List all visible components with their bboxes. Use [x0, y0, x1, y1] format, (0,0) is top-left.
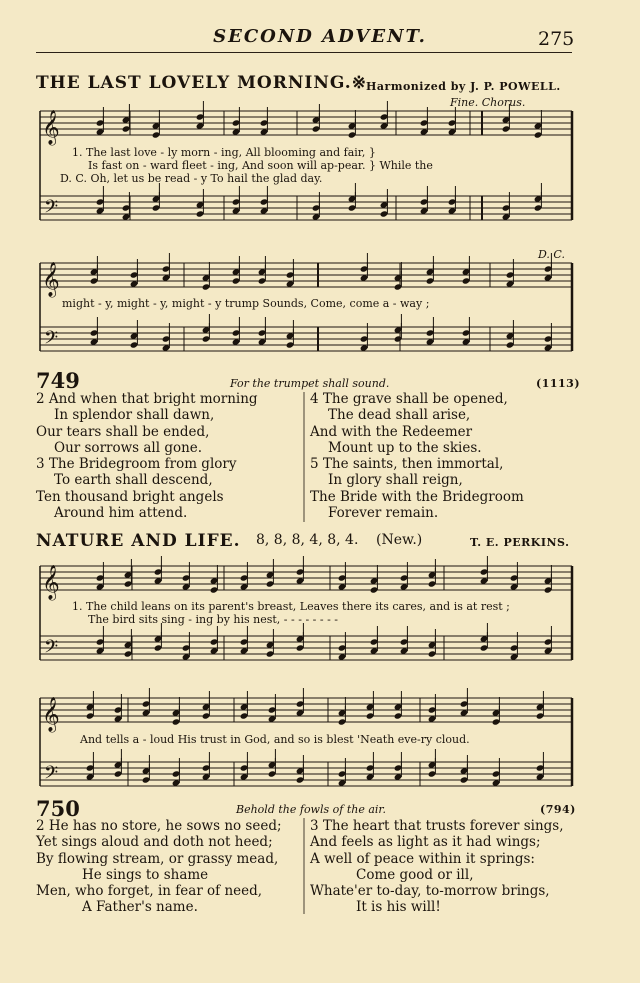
- verse-line: The Bride with the Bridegroom: [310, 488, 524, 505]
- bass-clef-icon: 𝄢: [44, 763, 59, 788]
- title-mark: ※: [351, 73, 367, 93]
- verse-line: Come good or ill,: [356, 866, 474, 883]
- verse-line: 4 The grave shall be opened,: [310, 391, 508, 407]
- verse-line: Mount up to the skies.: [328, 439, 482, 456]
- verse-line: He sings to shame: [82, 866, 209, 883]
- treble-clef-icon: 𝄞: [42, 565, 60, 600]
- hymn-new-marker: (New.): [376, 532, 423, 548]
- verse-line: 2 And when that bright morning: [36, 391, 258, 407]
- lyric-line: D. C. Oh, let us be read - y To hail the glad day.: [60, 172, 323, 185]
- hymn-epigraph: For the trumpet shall sound.: [230, 377, 390, 390]
- bass-clef-icon: 𝄢: [44, 197, 59, 222]
- lyric-line: might - y, might - y, might - y trump Sounds, Come, come a - way ;: [62, 297, 430, 310]
- treble-clef-icon: 𝄞: [42, 697, 60, 732]
- hymn-number: 749: [36, 368, 80, 393]
- verse-line: 2 He has no store, he sows no seed;: [36, 818, 282, 834]
- hymn-number: 750: [36, 796, 80, 821]
- verse-line: 3 The Bridegroom from glory: [36, 456, 237, 473]
- fine-chorus-marking: Fine. Chorus.: [450, 96, 526, 109]
- staff-3-bass: [40, 636, 572, 660]
- verse-line: Men, who forget, in fear of need,: [36, 883, 263, 900]
- verse-column-right: [310, 391, 524, 521]
- hymn-meter: 8, 8, 8, 4, 8, 4.: [256, 532, 359, 548]
- verse-line: Yet sings aloud and doth not heed;: [36, 834, 273, 851]
- lyric-line: And tells a - loud His trust in God, and so is blest 'Neath eve-ry cloud.: [80, 733, 470, 746]
- hymn-reference: (794): [540, 803, 576, 816]
- staff-2-treble: [40, 263, 572, 287]
- composer-credit: Harmonized by J. P. POWELL.: [366, 80, 561, 93]
- verse-column-left: [36, 818, 282, 916]
- hymn-reference: (1113): [536, 377, 581, 390]
- bass-clef-icon: 𝄢: [44, 328, 59, 353]
- staff-2-bass: [40, 327, 572, 351]
- verse-line: Around him attend.: [54, 505, 188, 522]
- verse-column-right: [310, 818, 564, 916]
- treble-clef-icon: 𝄞: [42, 262, 60, 297]
- lyric-line: 1. The last love - ly morn - ing, All blooming and fair, }: [72, 146, 376, 159]
- verse-line: The dead shall arise,: [328, 407, 471, 424]
- verse-line: Whate'er to-day, to-morrow brings,: [310, 883, 550, 900]
- da-capo-marking: D. C.: [538, 248, 565, 261]
- lyric-line: Is fast on - ward fleet - ing, And soon will ap-pear. } While the: [88, 159, 433, 172]
- verse-line: By flowing stream, or grassy mead,: [36, 850, 279, 867]
- verse-line: Ten thousand bright angels: [36, 488, 224, 505]
- verse-line: Our sorrows all gone.: [54, 439, 203, 456]
- running-header: SECOND ADVENT.: [213, 26, 427, 47]
- verse-line: In splendor shall dawn,: [54, 407, 215, 424]
- verse-line: And with the Redeemer: [310, 423, 473, 440]
- hymn-epigraph: Behold the fowls of the air.: [236, 803, 386, 816]
- staff-3-treble: [40, 566, 572, 590]
- verse-line: 5 The saints, then immortal,: [310, 456, 504, 473]
- bass-clef-icon: 𝄢: [44, 637, 59, 662]
- verse-line: A well of peace within it springs:: [310, 850, 535, 867]
- verse-line: Our tears shall be ended,: [36, 423, 210, 440]
- composer-credit: T. E. PERKINS.: [470, 536, 570, 549]
- verse-line: A Father's name.: [82, 899, 198, 916]
- hymn-title-nature-and-life: NATURE AND LIFE.: [36, 531, 241, 551]
- verse-line: Forever remain.: [328, 505, 439, 522]
- verse-line: To earth shall descend,: [54, 472, 213, 489]
- lyric-line: The bird sits sing - ing by his nest, - - - - - - - -: [88, 613, 339, 626]
- page-number: 275: [538, 28, 575, 50]
- verse-line: In glory shall reign,: [328, 472, 463, 489]
- verse-line: 3 The heart that trusts forever sings,: [310, 818, 564, 834]
- verse-line: It is his will!: [356, 899, 441, 916]
- verse-column-left: [36, 391, 258, 521]
- staff-1-treble: [40, 111, 572, 135]
- lyric-line: 1. The child leans on its parent's breast, Leaves there its cares, and is at rest ;: [72, 600, 510, 613]
- hymn-title-text: THE LAST LOVELY MORNING.: [36, 73, 352, 93]
- staff-1-bass: [40, 196, 572, 220]
- treble-clef-icon: 𝄞: [42, 110, 60, 145]
- verse-line: And feels as light as it had wings;: [310, 834, 541, 851]
